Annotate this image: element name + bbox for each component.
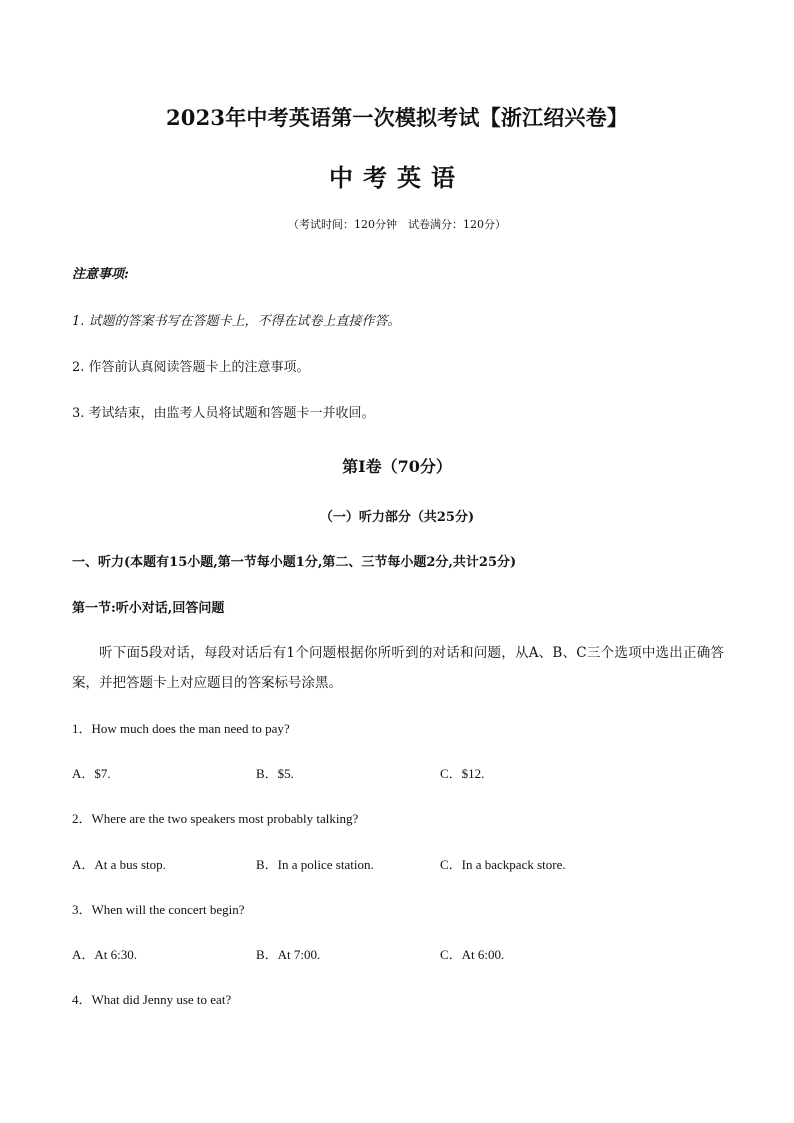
question-2-option-b: B．In a police station.: [256, 857, 374, 872]
notice-heading: 注意事项:: [72, 267, 129, 282]
listening-heading: 一、听力(本题有15小题,第一节每小题1分,第二、三节每小题2分,共计25分): [72, 555, 517, 570]
listening-instructions: 听下面5段对话，每段对话后有1个问题根据你所听到的对话和问题，从A、B、C三个选项中选出正确答案，并把答题卡上对应题目的答案标号涂黑。: [72, 645, 724, 691]
part-title: 第I卷（70分）: [342, 457, 452, 476]
question-2-option-a: A．At a bus stop.: [72, 857, 166, 872]
question-1-option-b: B．$5.: [256, 766, 294, 781]
exam-info: （考试时间：120分钟 试卷满分：120分）: [288, 218, 506, 231]
question-2-option-c: C．In a backpack store.: [440, 857, 566, 872]
question-3-stem: 3．When will the concert begin?: [72, 902, 245, 917]
section-title: （一）听力部分（共25分): [319, 510, 475, 525]
question-3-option-a: A．At 6:30.: [72, 947, 138, 962]
notice-item-3: 3. 考试结束，由监考人员将试题和答题卡一并收回。: [72, 406, 375, 421]
question-4-stem: 4．What did Jenny use to eat?: [72, 992, 232, 1007]
listening-subheading: 第一节:听小对话,回答问题: [72, 601, 225, 616]
question-3-option-c: C．At 6:00.: [440, 947, 505, 962]
question-3-option-b: B．At 7:00.: [256, 947, 321, 962]
question-1-option-a: A．$7.: [72, 766, 111, 781]
question-1-stem: 1．How much does the man need to pay?: [72, 721, 290, 736]
question-1-option-c: C．$12.: [440, 766, 485, 781]
notice-item-1: 1. 试题的答案书写在答题卡上，不得在试卷上直接作答。: [72, 314, 401, 329]
exam-subtitle: 中考英语: [329, 163, 465, 192]
notice-item-2: 2. 作答前认真阅读答题卡上的注意事项。: [72, 360, 310, 375]
exam-title: 2023年中考英语第一次模拟考试【浙江绍兴卷】: [165, 105, 629, 130]
question-2-stem: 2．Where are the two speakers most probably talking?: [72, 811, 359, 826]
